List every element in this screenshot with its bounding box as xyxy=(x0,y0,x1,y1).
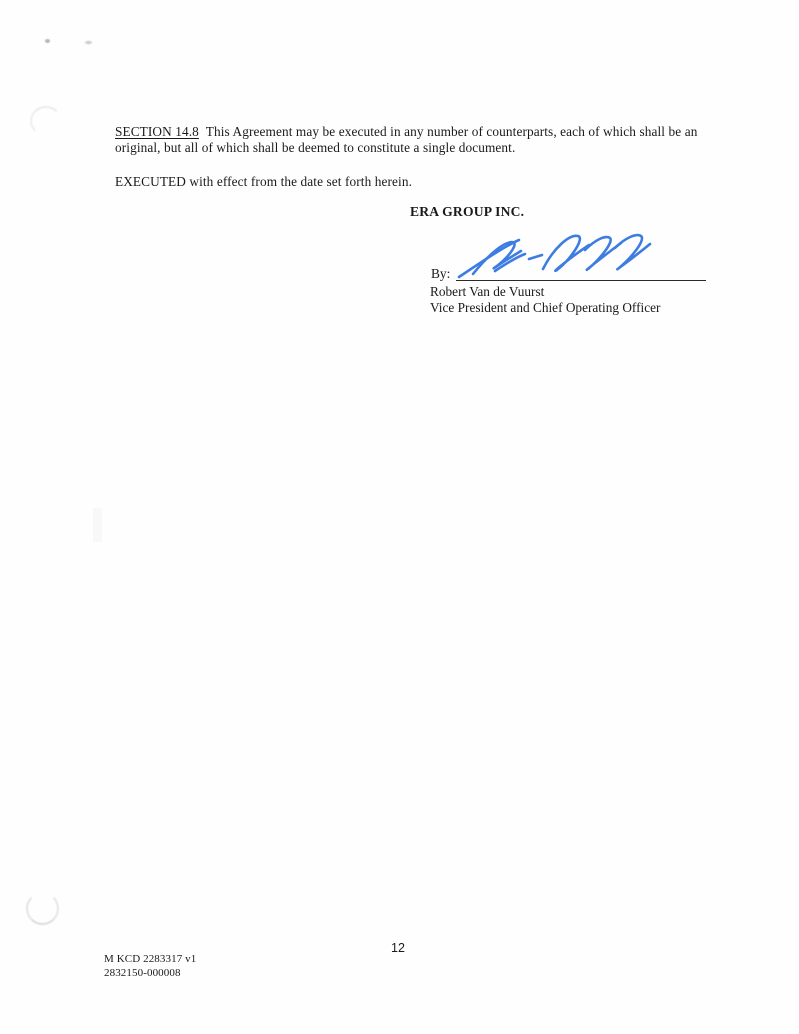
signer-title: Vice President and Chief Operating Officer xyxy=(430,300,661,315)
signature-strokes xyxy=(459,235,650,277)
section-paragraph xyxy=(115,124,714,156)
scan-artifact-punch-hole xyxy=(26,892,59,925)
page-number: 12 xyxy=(391,941,405,955)
company-name: ERA GROUP INC. xyxy=(410,204,525,219)
document-footer xyxy=(104,953,196,980)
scan-artifact-dot xyxy=(85,41,92,44)
executed-statement: EXECUTED with effect from the date set forth herein. xyxy=(115,174,413,189)
footer-doc-id: M KCD 2283317 v1 xyxy=(104,953,197,965)
signer-name: Robert Van de Vuurst xyxy=(430,284,545,299)
signature-line xyxy=(456,280,706,281)
scan-artifact-mark xyxy=(93,508,102,542)
section-heading: SECTION 14.8 xyxy=(115,124,199,139)
scan-artifact-arc xyxy=(30,106,62,136)
scan-artifact-dot xyxy=(45,39,50,43)
signature-ink xyxy=(455,227,655,281)
footer-matter-number: 2832150-000008 xyxy=(104,966,181,979)
section-body-text: This Agreement may be executed in any number of counterparts, each of which shall be an original, but all of which shall be deemed to constitute a single document. xyxy=(115,124,698,156)
by-label: By: xyxy=(431,266,451,281)
